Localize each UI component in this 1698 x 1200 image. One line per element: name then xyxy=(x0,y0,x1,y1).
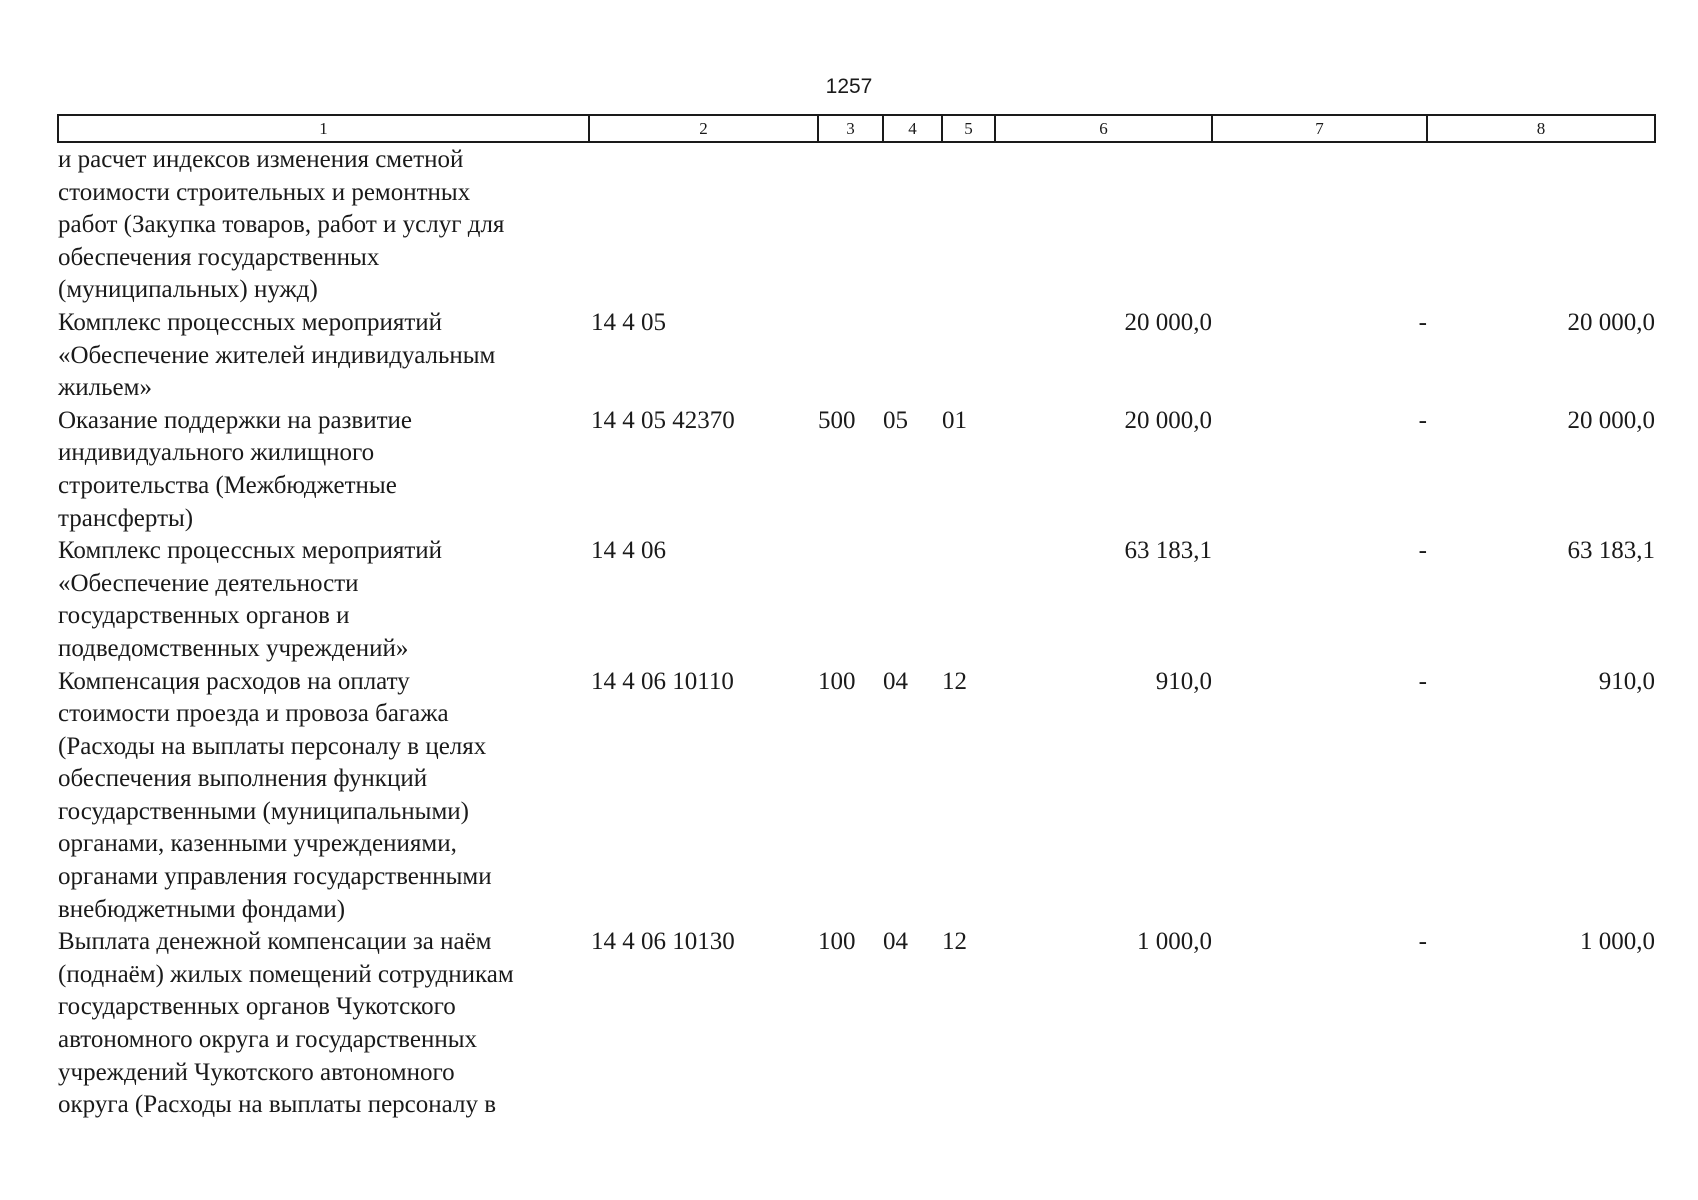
amount-cell: 20 000,0 xyxy=(1124,308,1212,336)
row-name-line: индивидуального жилищного xyxy=(58,439,375,467)
table-header xyxy=(58,115,1655,142)
subsection-cell: 12 xyxy=(942,667,967,695)
page-number: 1257 xyxy=(825,75,873,98)
subsection-cell xyxy=(942,535,995,665)
row-name-line: Комплекс процессных мероприятий xyxy=(58,537,443,565)
row-name-line: обеспечения государственных xyxy=(58,243,380,271)
row-name-line: жильем» xyxy=(58,374,152,402)
expense-type-cell xyxy=(818,307,883,405)
row-name-line: Комплекс процессных мероприятий xyxy=(58,308,443,336)
row-name-line: Выплата денежной компенсации за наём xyxy=(58,928,492,956)
target-code-cell: 14 4 05 xyxy=(591,308,666,336)
amount-cell xyxy=(995,142,1212,307)
total-cell xyxy=(1427,142,1655,307)
row-name-cell xyxy=(58,405,589,535)
row-name-line: автономного округа и государственных xyxy=(58,1026,477,1054)
amount-cell: 1 000,0 xyxy=(1137,928,1212,956)
row-name-line: (поднаём) жилых помещений сотрудникам xyxy=(58,960,514,988)
section-cell: 05 xyxy=(883,406,908,434)
row-name-line: работ (Закупка товаров, работ и услуг для xyxy=(58,211,505,239)
row-name-line: «Обеспечение деятельности xyxy=(58,569,359,597)
change-cell: - xyxy=(1418,406,1427,434)
target-code-cell: 14 4 06 xyxy=(591,537,666,565)
change-cell: - xyxy=(1418,308,1427,336)
row-name-line: обеспечения выполнения функций xyxy=(58,765,428,793)
column-number-7: 7 xyxy=(1212,115,1427,142)
row-name-line: трансферты) xyxy=(58,504,194,532)
row-name-line: Компенсация расходов на оплату xyxy=(58,667,410,695)
column-number-4: 4 xyxy=(883,115,942,142)
subsection-cell xyxy=(942,142,995,307)
row-name-line: стоимости строительных и ремонтных xyxy=(58,178,471,206)
row-name-cell xyxy=(58,666,589,927)
expense-type-cell: 100 xyxy=(818,667,856,695)
column-number-8: 8 xyxy=(1427,115,1655,142)
row-name-cell xyxy=(58,307,589,405)
row-name-cell xyxy=(58,926,589,1122)
table-row xyxy=(58,405,1655,535)
change-cell: - xyxy=(1418,928,1427,956)
row-name-line: строительства (Межбюджетные xyxy=(58,471,397,499)
row-name-line: внебюджетными фондами) xyxy=(58,895,346,923)
section-cell xyxy=(883,535,942,665)
target-code-cell: 14 4 05 42370 xyxy=(591,406,735,434)
expense-type-cell: 100 xyxy=(818,928,856,956)
target-code-cell xyxy=(589,142,818,307)
total-cell: 20 000,0 xyxy=(1567,406,1655,434)
amount-cell: 63 183,1 xyxy=(1124,537,1212,565)
table-row xyxy=(58,926,1655,1122)
total-cell: 1 000,0 xyxy=(1580,928,1655,956)
row-name-line: (Расходы на выплаты персоналу в целях xyxy=(58,732,487,760)
header-row xyxy=(58,115,1655,142)
change-cell: - xyxy=(1418,537,1427,565)
amount-cell: 910,0 xyxy=(1155,667,1212,695)
column-number-2: 2 xyxy=(589,115,818,142)
table-row xyxy=(58,307,1655,405)
subsection-cell xyxy=(942,307,995,405)
section-cell xyxy=(883,307,942,405)
table-body xyxy=(58,142,1655,1122)
row-name-line: подведомственных учреждений» xyxy=(58,634,409,662)
row-name-line: стоимости проезда и провоза багажа xyxy=(58,700,449,728)
section-cell: 04 xyxy=(883,667,908,695)
section-cell xyxy=(883,142,942,307)
total-cell: 910,0 xyxy=(1598,667,1655,695)
column-number-6: 6 xyxy=(995,115,1212,142)
change-cell xyxy=(1212,142,1427,307)
row-name-line: округа (Расходы на выплаты персоналу в xyxy=(58,1091,497,1119)
row-name-line: государственными (муниципальными) xyxy=(58,797,469,825)
row-name-line: (муниципальных) нужд) xyxy=(58,276,318,304)
row-name-line: «Обеспечение жителей индивидуальным xyxy=(58,341,496,369)
expense-type-cell: 500 xyxy=(818,406,856,434)
expense-type-cell xyxy=(818,535,883,665)
row-name-cell xyxy=(58,142,589,307)
subsection-cell: 01 xyxy=(942,406,967,434)
expense-type-cell xyxy=(818,142,883,307)
change-cell: - xyxy=(1418,667,1427,695)
amount-cell: 20 000,0 xyxy=(1124,406,1212,434)
row-name-line: учреждений Чукотского автономного xyxy=(58,1058,455,1086)
total-cell: 63 183,1 xyxy=(1567,537,1655,565)
row-name-line: государственных органов и xyxy=(58,602,350,630)
budget-table xyxy=(57,114,1656,1122)
row-name-line: государственных органов Чукотского xyxy=(58,993,456,1021)
table-row xyxy=(58,535,1655,665)
total-cell: 20 000,0 xyxy=(1567,308,1655,336)
row-name-line: Оказание поддержки на развитие xyxy=(58,406,413,434)
subsection-cell: 12 xyxy=(942,928,967,956)
row-name-cell xyxy=(58,535,589,665)
section-cell: 04 xyxy=(883,928,908,956)
target-code-cell: 14 4 06 10110 xyxy=(591,667,734,695)
column-number-3: 3 xyxy=(818,115,883,142)
row-name-line: и расчет индексов изменения сметной xyxy=(58,146,464,173)
row-name-line: органами, казенными учреждениями, xyxy=(58,830,457,858)
column-number-1: 1 xyxy=(58,115,589,142)
table-row xyxy=(58,666,1655,927)
table-row xyxy=(58,142,1655,307)
target-code-cell: 14 4 06 10130 xyxy=(591,928,735,956)
column-number-5: 5 xyxy=(942,115,995,142)
row-name-line: органами управления государственными xyxy=(58,863,492,891)
